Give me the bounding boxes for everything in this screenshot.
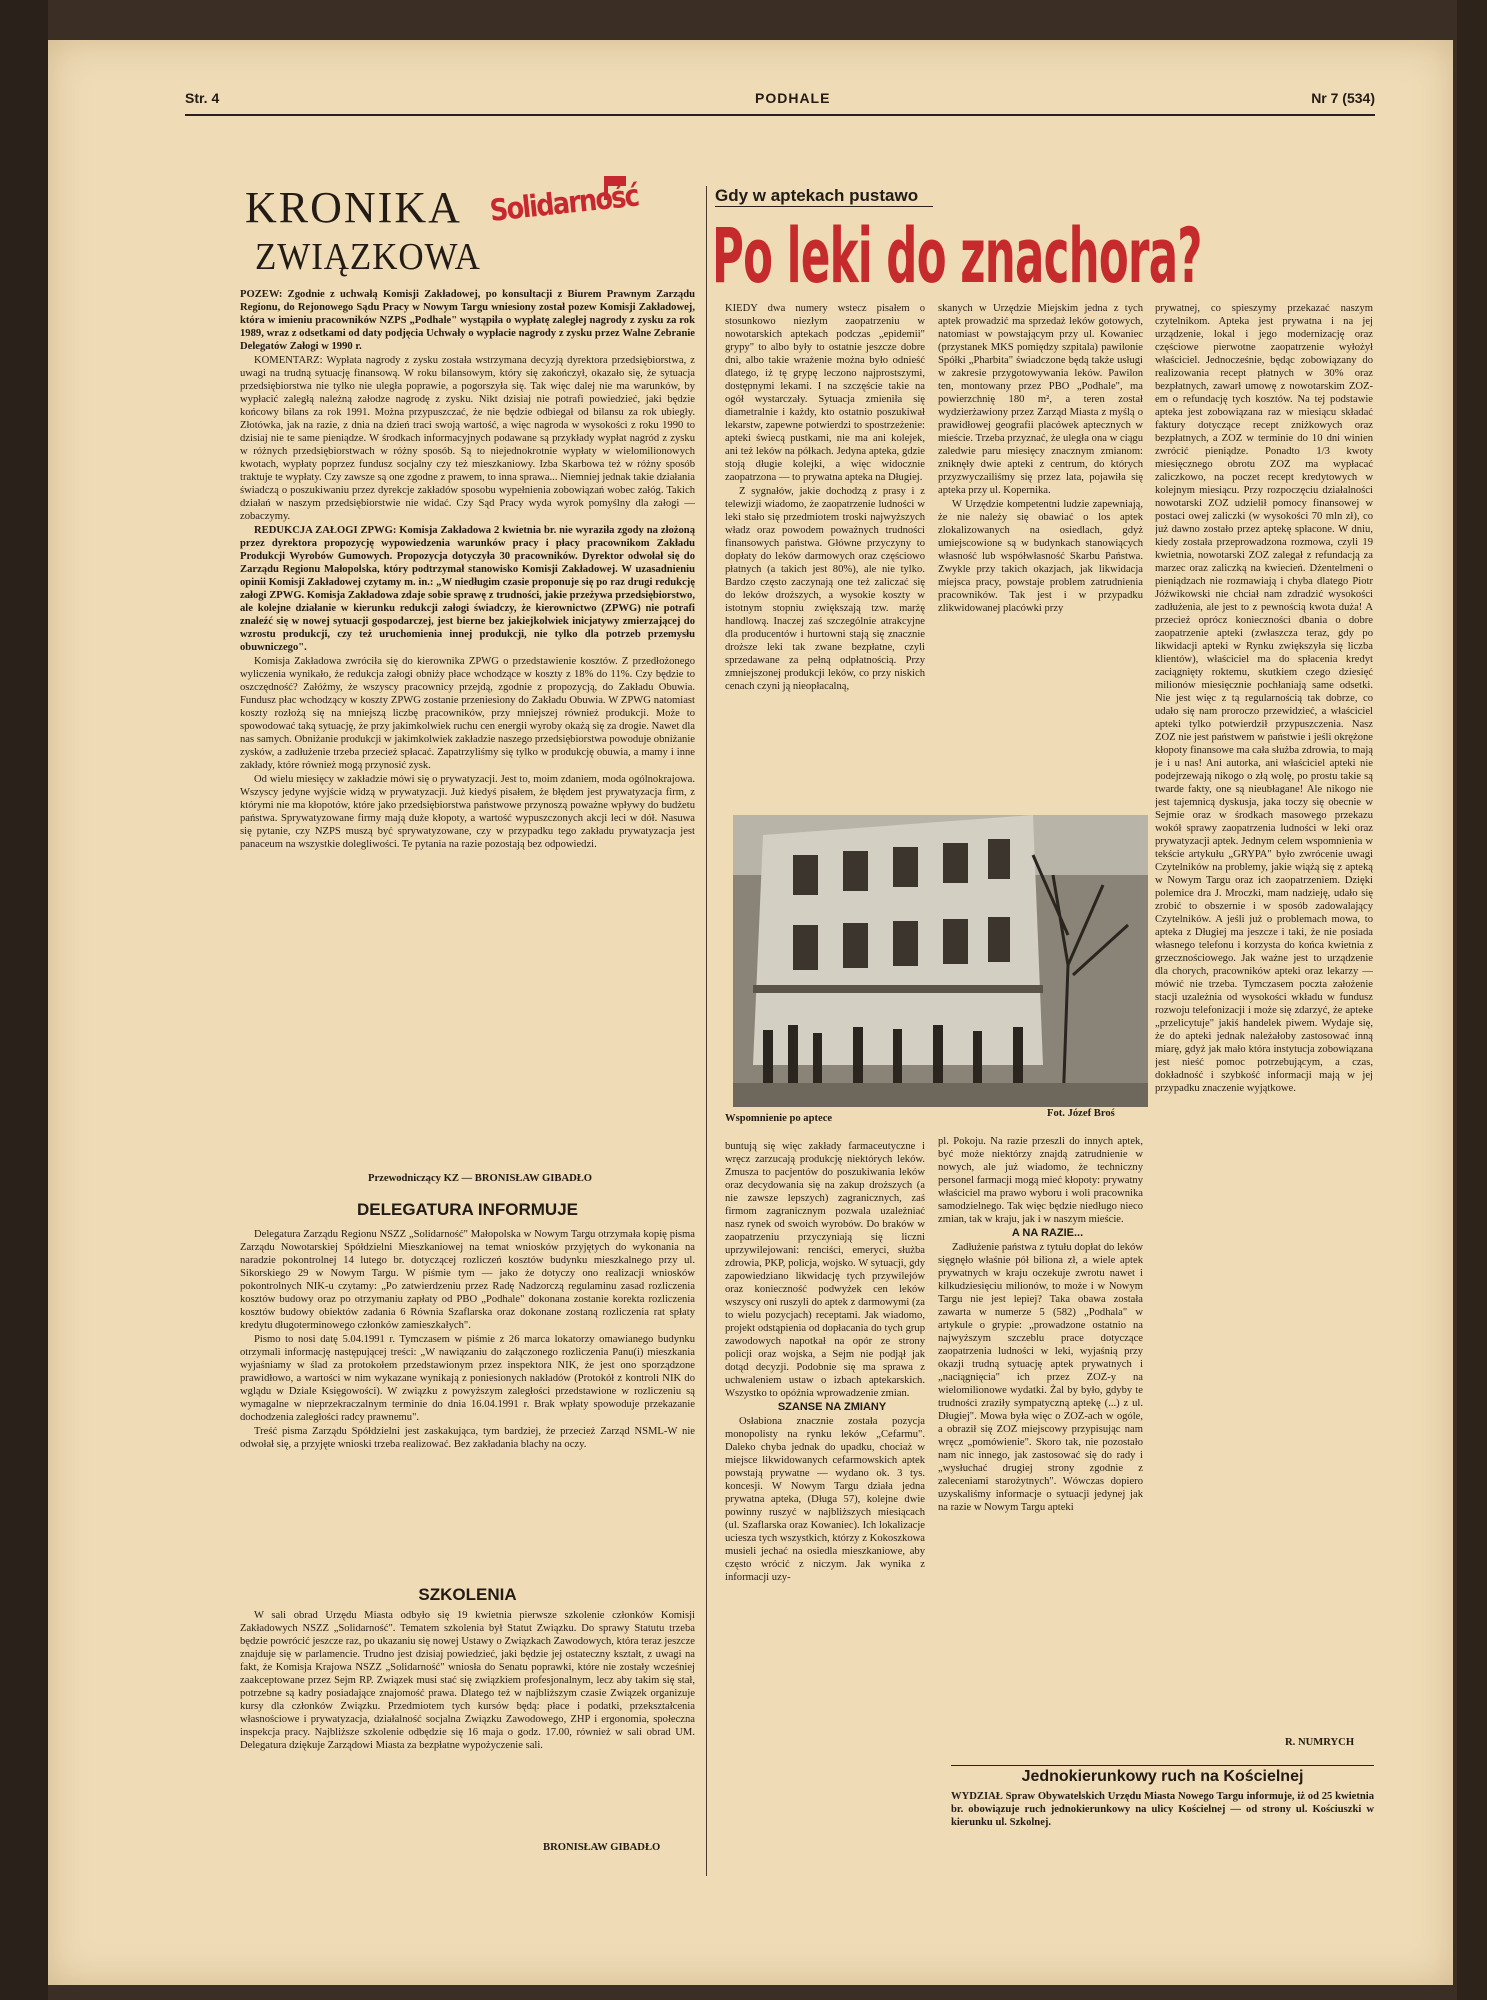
header-rule [185, 114, 1375, 116]
article-col3 [1155, 302, 1373, 1722]
article-headline: Po leki do znachora? [712, 212, 1202, 301]
scan-border-left [0, 0, 48, 2000]
delegatura-paragraph-3: Treść pisma Zarządu Spółdzielni jest zaskakująca, tym bardziej, że przecież Zarząd NSML-W nie odwołał się, a przyjęte wnioski trzeba realizować. Bez zakładania blachy na oczy. [240, 1426, 695, 1450]
pharmacy-photo-image [733, 815, 1148, 1107]
zwiazkowa-title: ZWIĄZKOWA [255, 236, 481, 278]
paper-name: PODHALE [755, 90, 831, 106]
notice-title: Jednokierunkowy ruch na Kościelnej [1021, 1768, 1304, 1785]
article-col3-paragraph: prywatnej, co spieszymy przekazać naszym czytelnikom. Apteka jest prywatna i na jej urządzenie, lokal i jego modernizację oraz częściowe pierwotne zaopatrzenie wyłożył właściciel. Jednocześnie, będąc zobowiązany do realizowania recept płatnych w 30% oraz bezpłatnych, zawarł umowę z nowotarskim ZOZ-em o refundację tych kosztów. Na tej podstawie apteka jest zobowiązana raz w miesiącu składać faktury dotyczące recept zniżkowych oraz bezpłatnych, a ZOZ w terminie do 10 dni winien zwrócić pieniądze. Ponadto 1/3 kwoty miesięcznego obrotu ZOZ ma wypłacać zaliczkowo, na poczet recept kredytowych w kolejnym miesiącu. Przy rozpoczęciu działalności nowotarski ZOZ udzielił pomocy finansowej w postaci owej zaliczki (w wysokości 70 mln zł), co już dawno zostało przez aptekę spłacone. W dniu, kiedy została przeprowadzona rozmowa, czyli 19 kwietnia, nowotarski ZOZ zalegał z refundacją za marzec oraz zaliczką na kwiecień. Dżentelmeni o pieniądzach nie rozmawiają i chyba dlatego Piotr Jóźwikowski nie chciał nam zdradzić wysokości zadłużenia, ale jest to z pewnością kwota duża! A przecież oprócz konieczności dbania o dobre zaopatrzenie apteki (zwłaszcza teraz, gdy po likwidacji apteki w Rynku zwiększyła się liczba klientów), właściciel ma do spłacenia kredyt zaciągnięty roktemu, skutkiem czego dziesięć milionów miesięcznie pochłaniają same odsetki. Nie jest więc z tą regularnością tak dobrze, co udało się nam proroczo przewidzieć, a właściciel apteki tylko potwierdził przypuszczenia. Nasz ZOZ nie jest państwem w państwie i jeśli okrężone kłopoty finansowe ma cała służba zdrowia, to mają je i u nas! Ani autorka, ani właściciel apteki nie podejrzewają nikogo o złą wolę, po prostu takie są twarde fakty, one są nieubłagane! Ale nikogo nie jest tajemnicą dyskusja, jaka toczy się obecnie w Sejmie oraz w środkach masowego przekazu wokół sprawy zaopatrzenia ludności w leki oraz prywatyzacji aptek. Jednym celem wspomnienia w tekście artykułu „GRYPA" było zwrócenie uwagi Czytelników na problemy, jakie wiążą się z apteką w Nowym Targu oraz ich zaopatrzeniem. Dzięki polemice dra J. Mroczki, mam nadzieję, udało się zrobić to obszernie i w sposób zadowalający Czytelników. A jeśli już o problemach mowa, to apteka z Długiej ma jeszcze i taki, że nie posiada własnego telefonu i korzysta do końca kwietnia z grzecznościowego. Jak ważne jest to urządzenie dla chorych, pracowników apteki oraz lekarzy — mówić nie trzeba. Tymczasem poczta założenie stacji uzależnia od wysokości wkładu w fundusz rozwoju telefonizacji i może się zdarzyć, że apteke „przelicytuje" jakiś handelek piwem. Wydaje się, że do apteki jednak należałoby zastosować inną miarę, gdyż jak mało która instytucja zobowiązana jest nieść pomoc potrzebującym, a czas, dokładność i szybkość informacji mają w jej przypadku znaczenie wyjątkowe. [1155, 303, 1373, 1094]
redukcja-paragraph: REDUKCJA ZAŁOGI ZPWG: Komisja Zakładowa 2 kwietnia br. nie wyraziła zgody na złożoną przez dyrektora propozycję wypowiedzenia warunków pracy i płacy pracownikom Zakładu Produkcji Wyrobów Gumowych. Propozycja dotyczyła 30 pracowników. Dyrektor odwołał się do Zarządu Regionu Małopolska, który podtrzymał stanowisko Komisji Zakładowej. W uzasadnieniu opinii Komisji Zakładowej czytamy m. in.: „W niedługim czasie proponuje się po raz drugi redukcję załogi ZPWG. Komisja Zakładowa zdaje sobie sprawę z trudności, jakie przeżywa przedsiębiorstwo, ale kolejne działanie w kierunku redukcji załogi świadczy, że kierownictwo (ZPWG) nie potrafi znaleźć się w nowej sytuacji gospodarczej, jest bierne bez jakiejkolwiek inicjatywy zmierzającej do wzrostu produkcji, czy też uruchomienia innej produkcji, nie tylko dla potrzeb przemysłu obuwniczego". [240, 525, 695, 653]
photo-credit: Fot. Józef Broś [1047, 1108, 1115, 1119]
article-col1-top [725, 302, 925, 706]
article-col1-bottom [725, 1140, 925, 1585]
delegatura-title: DELEGATURA INFORMUJE [357, 1200, 578, 1219]
kronika-body [240, 288, 695, 852]
solidarnosc-logo-text: Solidarność [488, 178, 640, 229]
szanse-title: SZANSE NA ZMIANY [777, 1401, 887, 1413]
article-col2-paragraph-b: W Urzędzie kompetentni ludzie zapewniają, że nie należy się obawiać o los aptek zlokalizowanych na osiedlach, gdyż umiejscowione są w budynkach stanowiących własność lub współwłasność Skarbu Państwa. Zwykle przy takich okazjach, jak likwidacja miejsca pracy, powstaje problem zatrudnienia pracowników. Tak jest i w przypadku zlikwidowanej placówki przy [938, 499, 1143, 614]
szanse-paragraph: Osłabiona znacznie została pozycja monopolisty na rynku leków „Cefarmu". Daleko chyba jednak do upadku, chociaż w miejsce likwidowanych cefarmowskich aptek powstają prywatne — wydano ok. 3 tys. koncesji. W Nowym Targu działa jedna prywatna apteka, (Długa 57), kolejne dwie powinny ruszyć w najbliższych miesiącach (ul. Szaflarska oraz Kowaniec). Ich lokalizacje uciesza tych wszystkich, którzy z Kokoszkowa musieli jechać na osiedla mieszkaniowe, aby często wrócić z niczym. Jak wynika z informacji uzy- [725, 1416, 925, 1583]
pozew-paragraph: POZEW: Zgodnie z uchwałą Komisji Zakładowej, po konsultacji z Biurem Prawnym Zarządu Regionu, do Rejonowego Sądu Pracy w Nowym Targu wniesiony został pozew Komisji Zakładowej, która w imieniu pracowników NZPS „Podhale" wystąpiła o wypłatę zaległej nagrody z zysku za rok 1989, wraz z odsetkami od daty podjęcia Uchwały o wypłacie nagrody z zysku przez Walne Zebranie Delegatów Załogi w 1990 r. [240, 289, 695, 352]
szkolenia-title: SZKOLENIA [418, 1585, 517, 1604]
notice-text: WYDZIAŁ Spraw Obywatelskich Urzędu Miasta Nowego Targu informuje, iż od 25 kwietnia br. obowiązuje ruch jednokierunkowy na ulicy Kościelnej — od strony ul. Kościuszki w kierunku ul. Szkolnej. [951, 1791, 1374, 1828]
article-col2-paragraph: skanych w Urzędzie Miejskim jedna z tych aptek prowadzić ma sprzedaż leków gotowych, natomiast w powstającym przy ul. Kowaniec (przystanek MKS pomiędzy szpitala) pawilonie Spółki „Pharbita" świadczone będą także usługi w zakresie przygotowywania leków. Pawilon ten, montowany przez PBO „Podhale", ma powierzchnię 180 m², a teren został wydzierżawiony przez Zarząd Miasta z myślą o prawidłowej geografii placówek aptecznych w mieście. Trzeba przyznać, że uległa ona w ciągu zaledwie paru miesięcy znacznym zmianom: zniknęły dwie apteki z centrum, do których przyzwyczailiśmy się przez lata, pojawiła się apteka przy ul. Kopernika. [938, 303, 1143, 496]
delegatura-paragraph-1: Delegatura Zarządu Regionu NSZZ „Solidarność" Małopolska w Nowym Targu otrzymała kopię pisma Zarządu Nowotarskiej Spółdzielni Mieszkaniowej na temat wniosków przyjętych do wykonania na naradzie pokontrolnej 14 lutego br. dotyczącej rozliczeń kosztów budynku mieszkalnego przy ul. Sikorskiego 29 w Nowym Targu. W piśmie tym — jako że dotyczy ono realizacji wniosków pokontrolnych NIK-u czytamy: „Po zatwierdzeniu przez Radę Nadzorczą regulaminu zasad rozliczenia kosztów budowy oraz po otrzymaniu zapłaty od PBO „Podhale" dokonana zostanie korekta rozliczenia kosztów budowy obiektów zadania 6 Równia Szaflarska oraz dokonane zostaną rozliczenia rat spłaty kredytu długoterminowego członków zamieszkałych". [240, 1229, 695, 1331]
page-header [185, 90, 1375, 112]
article-col1-paragraph: Z sygnałów, jakie dochodzą z prasy i z telewizji wiadomo, że zaopatrzenie ludności w leki stało się przedmiotem troski najwyższych władz oraz powodem poważnych trudności finansowych państwa. Główne przyczyny to dopłaty do leków darmowych oraz częściowo płatnych (a takich jest 80%), ale nie tylko. Bardzo często zaczynają one też zaliczać się do leków droższych, a wysokie koszty w istotnym stopniu zwiększają tzw. marżę handlową. Inaczej zaś szczególnie atrakcyjne dla producentów i hurtowni stają się znacznie droższe leki tak zwane bezpłatne, czyli sprzedawane za pełną odpłatnością. Przy zmniejszonej produkcji leków, co przy niskich cenach czyni ją nieopłacalną, [725, 486, 925, 692]
signature-gibadlo-2: BRONISŁAW GIBADŁO [543, 1842, 661, 1853]
szkolenia-paragraph: W sali obrad Urzędu Miasta odbyło się 19 kwietnia pierwsze szkolenie członków Komisji Zakładowych NSZZ „Solidarność". Tematem szkolenia był Statut Związku. Do sprawy Statutu trzeba będzie powrócić jeszcze raz, po ukazaniu się nowej Ustawy o Związkach Zawodowych, która teraz jeszcze znajduje się w parlamencie. Trudno jest dzisiaj powiedzieć, jaki będzie jej ostateczny kształt, z uwagi na fakt, że Komisja Krajowa NSZZ „Solidarność" wniosła do Senatu poprawki, które nie zostały wcześniej zaakceptowane przez Sejm RP. Związek musi stać się związkiem profesjonalnym, lecz aby takim się stał, potrzebne są kadry posiadające znajomość prawa. Dlatego też w najbliższym czasie Związek organizuje kursy dla członków Związku. Przedmiotem tych kursów będą: płace i podatki, przekształcenia własnościowe i prywatyzacja, działalność socjalna Związku Zawodowego, ZHP i ergonomia, społeczna inspekcja pracy. Najbliższe szkolenie odbędzie się 16 maja o godz. 17.00, również w sali obrad UM. Delegatura dziękuje Zarządowi Miasta za bezpłatne wypożyczenie sali. [240, 1610, 695, 1751]
szkolenia-body [240, 1609, 695, 1753]
notice-rule [951, 1765, 1374, 1766]
scan-border-right [1457, 0, 1487, 2000]
article-lead: KIEDY dwa numery wstecz pisałem o stosunkowo niezłym zaopatrzeniu w nowotarskich aptekach podczas „epidemii" grypy" to albo były to ostatnie jeszcze dobre dni, albo takie wrażenie można było odnieść dlatego, iż tę grypę leczono najprostszymi, dostępnymi lekami. I na szczęście takie na ogół wystarczały. Sytuacja zmieniła się diametralnie i każdy, kto ostatnio poszukiwał lekarstw, zapewne potwierdzi to spostrzeżenie: apteki świecą pustkami, nie ma ani kolejek, ani też leków na półkach. Jedyna apteka, gdzie stoją długie kolejki, a więc widocznie zaopatrzona — to prywatna apteka na Długiej. [725, 303, 925, 483]
kronika-title: KRONIKA [245, 183, 462, 232]
page-number: Str. 4 [185, 90, 220, 106]
article-signature: R. NUMRYCH [1285, 1737, 1355, 1748]
narazie-paragraph: Zadłużenie państwa z tytułu dopłat do leków sięgnęło właśnie pół biliona zł, a wiele aptek prywatnych w kraju oczekuje zwrotu nawet i kilkudziesięciu milionów, to może i w Nowym Targu nie jest lepiej? Taka obawa została zawarta w numerze 5 (582) „Podhala" w artykule o grypie: „prowadzone ostatnio na najwyższym szczeblu prace dotyczące zaopatrzenia ludności w leki, wyjaśnią przy okazji trudną sytuację aptek prywatnych i „naciągnięcia" ich przez ZOZ-y na wielomilionowe wydatki. Żal by było, gdyby te trudności zraziły sympatyczną aptekę (...) z ul. Długiej". Mowa była więc o ZOZ-ach w ogóle, a obraził się ZOZ miejscowy przypisując nam wręcz „pomówienie". Skoro tak, nie pozostało nam nic innego, jak zastosować się do rady i „wysłuchać drugiej strony zgodnie z zaleceniami starożytnych". Wówczas dopiero uzyskaliśmy informacje o sytuacji jedynej jak na razie w Nowym Targu apteki [938, 1242, 1143, 1513]
kicker-rule [715, 206, 933, 207]
photo-caption: Wspomnienie po aptece [725, 1113, 833, 1124]
signature-gibadlo-1: Przewodniczący KZ — BRONISŁAW GIBADŁO [368, 1173, 593, 1184]
delegatura-paragraph-2: Pismo to nosi datę 5.04.1991 r. Tymczasem w piśmie z 26 marca lokatorzy omawianego budynku otrzymali informację następującej treści: „W nawiązaniu do załączonego rozliczenia Panu(i) mieszkania wyjaśniamy w ślad za protokołem przedstawionym przez inspektora NIK, że jest ono sporządzone prawidłowo, a wartości w nim wykazane wynikają z poniesionych nakładów (Protokół z kontroli NIK do wglądu w Dziale Księgowości). W związku z powyższym zaległości przedstawione w rozliczeniu są wymagalne w nieprzekraczalnym terminie do dnia 16.04.1991 r. Brak wpłaty spowoduje przekazanie dochodzenia zaległości radcy prawnemu". [240, 1334, 695, 1423]
article-col2-bottom [938, 1135, 1143, 1755]
prywatyzacja-paragraph: Od wielu miesięcy w zakładzie mówi się o prywatyzacji. Jest to, moim zdaniem, moda ogólnokrajowa. Wszyscy jedyne wyjście widzą w prywatyzacji. Już kiedyś pisałem, że błędem jest prywatyzacja firm, z którymi nie ma kłopotów, które jako przedsiębiorstwa państwowe przynoszą poważne wpływy do budżetu państwa. Sprywatyzowane firmy mają duże kłopoty, a wartość wypuszczonych akcji leci w dół. Nasuwa się pytanie, czy NZPS muszą być sprywatyzowane, czy w przypadku tego zakładu prywatyzacja jest panaceum na wszystkie dolegliwości. Te pytania na razie pozostają bez odpowiedzi. [240, 774, 695, 850]
issue-number: Nr 7 (534) [1311, 90, 1375, 106]
komentarz-paragraph: KOMENTARZ: Wypłata nagrody z zysku została wstrzymana decyzją dyrektora przedsiębiorstwa, z uwagi na trudną sytuację finansową. W roku bilansowym, który się zakończył, okazało się, że sytuacja przedsiębiorstwa nie tylko nie uległa poprawie, a pogorszyła się. Tak więc dalej nie ma warunków, by wypłacić zaległą należną załodze nagrodę z zysku. Nikt dzisiaj nie potrafi powiedzieć, jaki będzie końcowy bilans za rok 1991. Można przypuszczać, że nie będzie odbiegał od bilansu za rok ubiegły. Złotówka, jak na razie, z dnia na dzień traci swoją wartość, a więc nagroda w wysokości z roku 1990 to dzisiaj nie te same pieniądze. W środkach informacyjnych podawane są przykłady wypłat nagród z zysku w różnych przedsiębiorstwach w różny sposób. Są to niejednokrotnie wypłaty w wielomilionowych kwotach, wypłaty poprzez fundusz socjalny czy też mieszkaniowy. Izba Skarbowa też w różny sposób traktuje te wypłaty. Czy zawsze są one zgodne z prawem, to inna sprawa... Niemniej jednak takie działania świadczą o poszukiwaniu przez dyrekcje zakładów sposobu wypełnienia zobowiązań wobec załóg. Takich działań w naszym przedsiębiorstwie nie widać. Czy Sąd Pracy wyda wyrok pomyślny dla załogi — zobaczymy. [240, 355, 695, 522]
pharmacy-photo [733, 815, 1148, 1107]
article-col1c-paragraph: buntują się więc zakłady farmaceutyczne i wręcz zarzucają produkcję niektórych leków. Zmusza to pacjentów do poszukiwania leków oraz decydowania się na zakup droższych (a nie zawsze lepszych) zagranicznych, zaś firmom zagranicznym pozwala uzależniać nasz rynek od swoich wyrobów. Do braków w zaopatrzeniu przyczyniają się liczni uprzywilejowani: renciści, emeryci, służba zdrowia, PKP, policja, wojsko. W sytuacji, gdy zapowiedziano likwidację tych przywilejów oraz konieczność podwyżek cen leków wszyscy oni ruszyli do aptek z darmowymi (za to wielu pozycjach) receptami. Jak wiadomo, projekt odstąpienia od dopłacania do tych grup zawodowych napotkał na opór ze strony policji oraz wojska, a Sejm nie podjął jak dotąd decyzji. Podobnie się ma sprawa z uchwaleniem ustaw o izbach aptekarskich. Wszystko to opóźnia wprowadzenie zmian. [725, 1141, 925, 1399]
delegatura-body [240, 1228, 695, 1452]
narazie-title: A NA RAZIE... [1011, 1227, 1084, 1239]
article-col2-top [938, 302, 1143, 616]
article-kicker: Gdy w aptekach pustawo [715, 186, 919, 205]
redukcja-paragraph-2: Komisja Zakładowa zwróciła się do kierownika ZPWG o przedstawienie kosztów. Z przedłożonego wyliczenia wynikało, że redukcja załogi obniży płace wchodzące w koszty z 18% do 11%. Czy będzie to oszczędność? Załóżmy, że wszyscy pracownicy przejdą, zgodnie z propozycją, do Zakładu Obuwia. Fundusz płac wchodzący w koszty ZPWG zostanie przeniesiony do Zakładu Obuwia. W ZPWG natomiast koszty rozłożą się na mniejszą liczbę pracowników, przy mniejszej również produkcji. Może to spowodować taką sytuację, że przy jakimkolwiek ruchu cen energii wyroby okażą się za drogie. Nawet dla nas samych. Obniżanie produkcji w jakimkolwiek zakładzie naszego przedsiębiorstwa powoduje obniżanie zysków, a zadłużenie trzeba przecież spłacać. Zapatrzyliśmy się tylko w produkcję obuwia, a mamy i inne zakłady, które również mogą przynosić zysk. [240, 656, 695, 771]
article-col2c-paragraph: pl. Pokoju. Na razie przeszli do innych aptek, być może niektórzy znajdą zatrudnienie w nowych, ale już wiadomo, że techniczny personel farmacji mogą mieć kłopoty: prywatny właściciel ma prawo wyboru i woli pracownika samodzielnego. Tak więc będzie niedługo nieco zmian, tak w kraju, jak i w naszym mieście. [938, 1136, 1143, 1225]
column-divider [706, 186, 707, 1876]
solidarnosc-logo [488, 176, 688, 236]
